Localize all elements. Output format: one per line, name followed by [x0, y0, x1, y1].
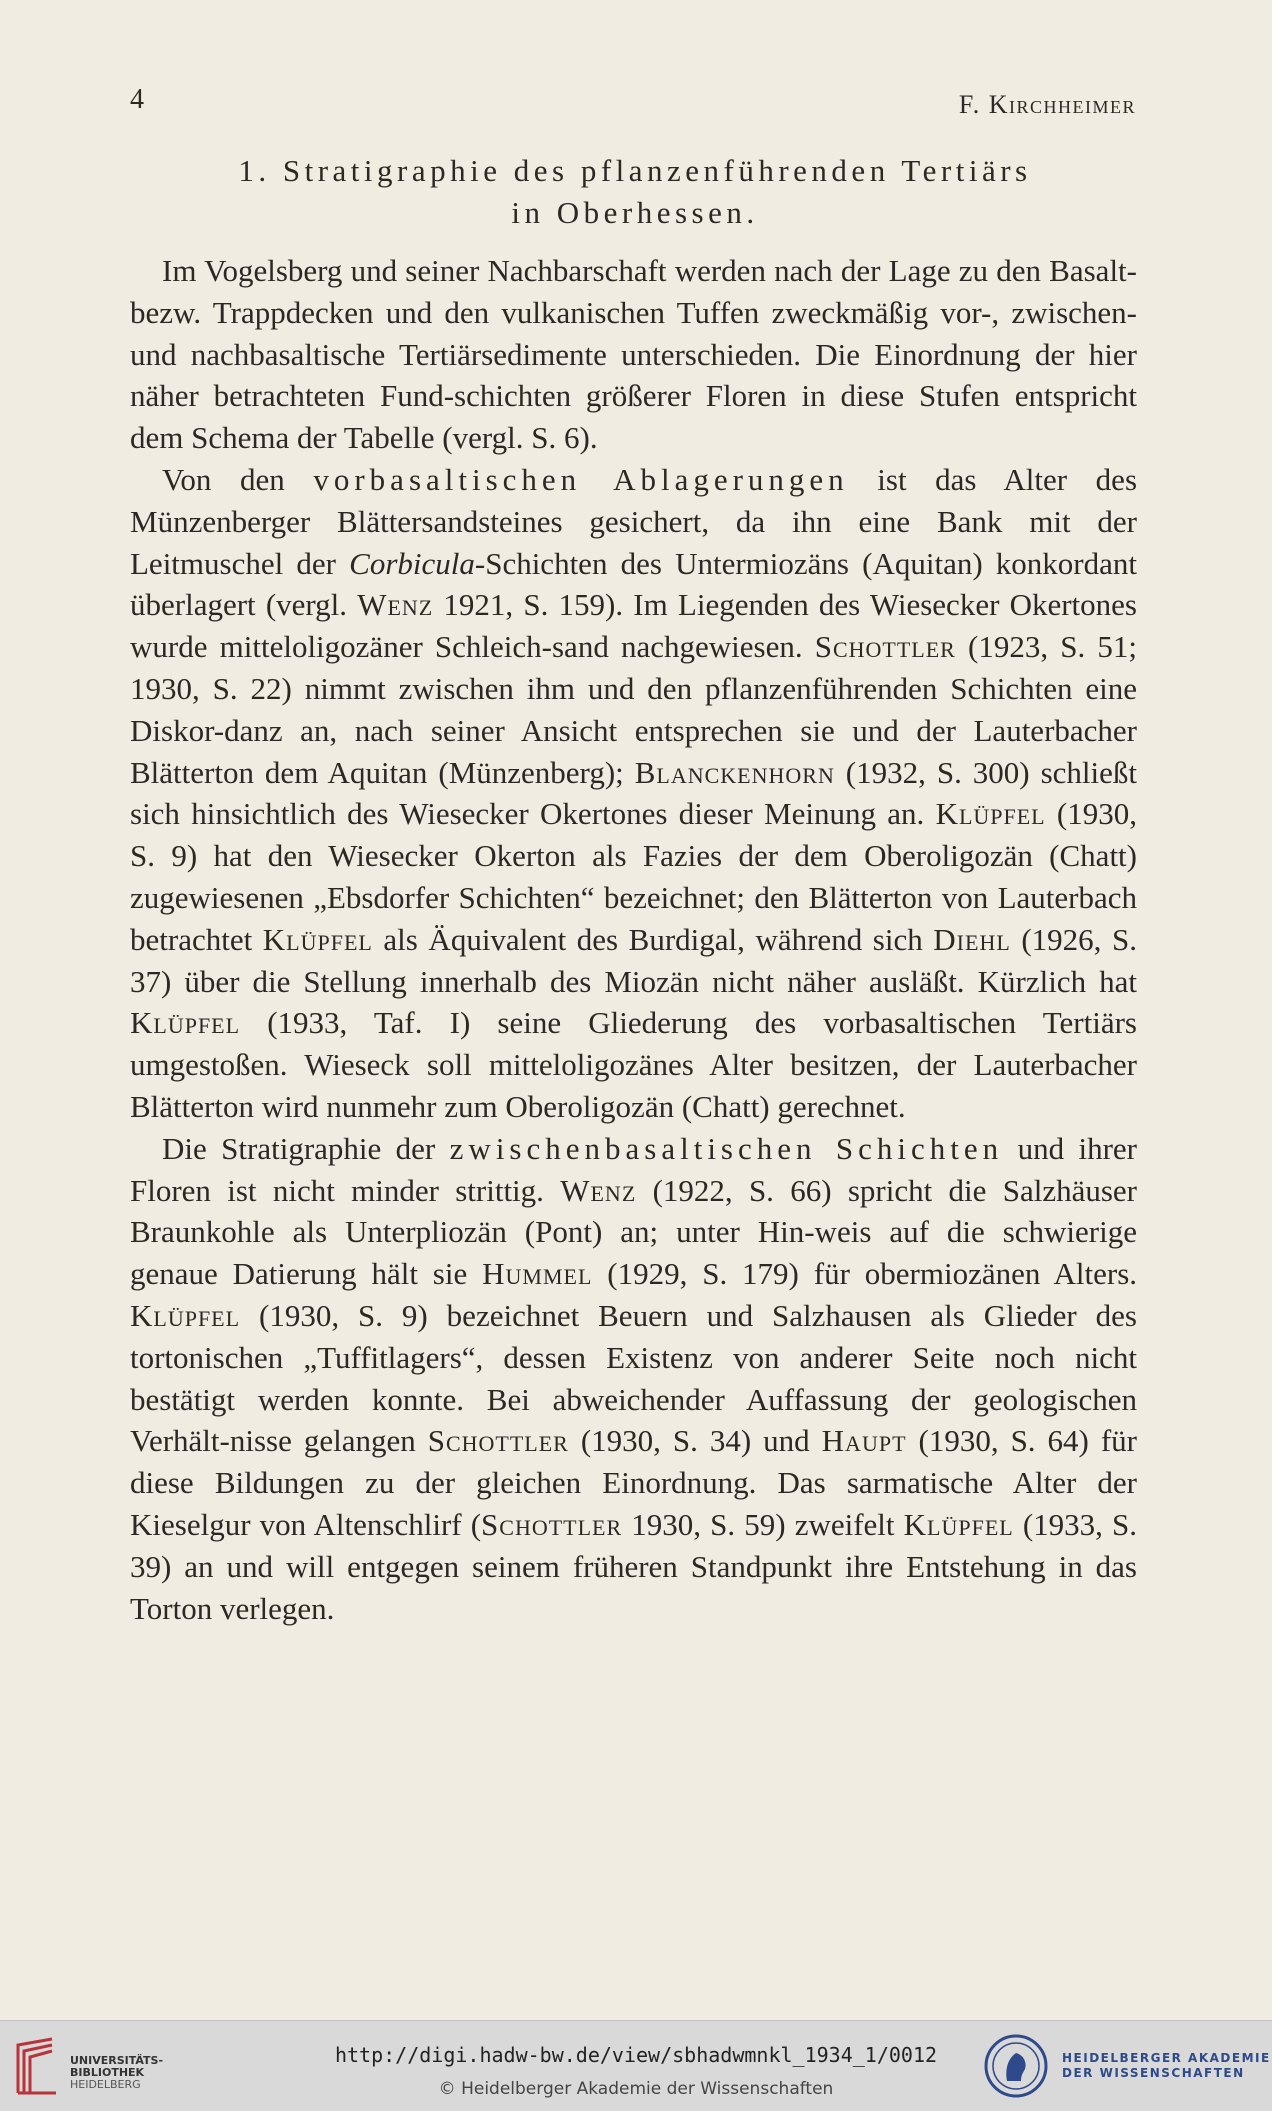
- text-run: (1933, S. 39) an und will entgegen seinem früheren Standpunkt ihre Entstehung in das Torton verlegen.: [130, 1506, 1137, 1626]
- library-logo-line-3: HEIDELBERG: [70, 2078, 141, 2091]
- author-name: Blanckenhorn: [634, 754, 835, 790]
- academy-logo-line-1: HEIDELBERGER AKADEMIE: [1062, 2051, 1271, 2065]
- author-name: Wenz: [357, 587, 434, 623]
- author-name: Haupt: [821, 1423, 907, 1459]
- page-number: 4: [130, 84, 144, 115]
- text-run: (1930, S. 9) hat den Wiesecker Okerton als Fazies der dem Oberoligozän (Chatt) zugewiesenen „Ebsdorfer Schichten“ bezeichnet; den Blätterton von Lauterbach betrachtet: [130, 796, 1137, 957]
- permalink-link[interactable]: http://digi.hadw-bw.de/view/sbhadwmnkl_1934_1/0012: [334, 2043, 938, 2067]
- text-run: (1930, S. 9) bezeichnet Beuern und Salzhausen als Glieder des tortonischen „Tuffitlagers“, dessen Existenz von anderer Seite noch nicht bestätigt werden konnte. Bei abweichender Auffassung der geologischen Verhält-nisse gelangen: [130, 1297, 1137, 1459]
- library-logo-line-1: UNIVERSITÄTS-: [70, 2054, 164, 2067]
- academy-seal-icon[interactable]: [983, 2033, 1049, 2099]
- academy-logo-text: [1062, 2051, 1271, 2081]
- text-run: (1933, Taf. I) seine Gliederung des vorbasaltischen Tertiärs umgestoßen. Wieseck soll mitteloligozänes Alter besitzen, der Lauterbacher Blätterton wird nunmehr zum Oberoligozän (Chatt) gerechnet.: [130, 1005, 1137, 1124]
- spaced-emphasis: zwischenbasaltischen Schichten: [449, 1130, 1004, 1166]
- paragraph-1: Im Vogelsberg und seiner Nachbarschaft werden nach der Lage zu den Basalt- bezw. Trappdecken und den vulkanischen Tuffen zweckmäßig vor-, zwischen- und nachbasaltische Tertiärsedimente unterschieden. Die Einordnung der hier näher betrachteten Fund-schichten größerer Floren in diese Stufen entspricht dem Schema der Tabelle (vergl. S. 6).: [130, 253, 1137, 456]
- author-name: Klüpfel: [935, 796, 1046, 832]
- running-head: F. Kirchheimer: [958, 90, 1136, 119]
- paragraph-3: [130, 1128, 1137, 1630]
- section-title-line-1: 1. Stratigraphie des pflanzenführenden Tertiärs: [238, 153, 1032, 188]
- text-run: (1926, S. 37) über die Stellung innerhalb des Miozän nicht näher ausläßt. Kürzlich hat: [130, 921, 1137, 999]
- paragraph-2: [130, 459, 1137, 1128]
- author-name: Schottler: [814, 629, 956, 665]
- text-run: -Schichten des Untermiozäns (Aquitan) konkordant überlagert (vergl.: [130, 545, 1138, 623]
- author-name: Schottler: [481, 1506, 623, 1542]
- text-run: als Äquivalent des Burdigal, während sich: [372, 921, 934, 957]
- italic-genus: Corbicula: [349, 545, 475, 581]
- author-name: Diehl: [933, 921, 1011, 957]
- author-name: Hummel: [482, 1256, 593, 1292]
- library-logo-line-2: BIBLIOTHEK: [70, 2066, 145, 2079]
- text-run: Von den: [162, 461, 314, 497]
- copyright-notice: © Heidelberger Akademie der Wissenschaften: [438, 2079, 834, 2099]
- author-name: Wenz: [560, 1172, 637, 1208]
- academy-logo-line-2: DER WISSENSCHAFTEN: [1062, 2066, 1245, 2080]
- text-run: (1932, S. 300) schließt sich hinsichtlich des Wiesecker Okertones dieser Meinung an.: [130, 754, 1137, 832]
- author-name: Klüpfel: [262, 921, 373, 957]
- text-run: (1922, S. 66) spricht die Salzhäuser Braunkohle als Unterpliozän (Pont) an; unter Hin-weis auf die schwierige genaue Datierung hält sie: [130, 1172, 1137, 1292]
- text-run: Die Stratigraphie der: [162, 1130, 450, 1166]
- author-name: Klüpfel: [903, 1506, 1014, 1542]
- text-run: (1923, S. 51; 1930, S. 22) nimmt zwischen ihm und den pflanzenführenden Schichten eine Diskor-danz an, nach seiner Ansicht entsprechen sie und der Lauterbacher Blätterton dem Aquitan (Münzenberg);: [130, 629, 1137, 790]
- text-run: (1929, S. 179) für obermiozänen Alters.: [592, 1256, 1138, 1292]
- spaced-emphasis: vorbasaltischen Ablagerungen: [313, 461, 849, 497]
- viewer-footer: [0, 2020, 1272, 2111]
- text-run: ist das Alter des Münzenberger Blättersandsteines gesichert, da ihn eine Bank mit der Leitmuschel der: [130, 461, 1138, 581]
- text-run: und ihrer Floren ist nicht minder strittig.: [130, 1130, 1137, 1208]
- text-run: 1930, S. 59) zweifelt: [622, 1506, 904, 1542]
- text-run: (1930, S. 64) für diese Bildungen zu der gleichen Einordnung. Das sarmatische Alter der Kieselgur von Altenschlirf (: [130, 1423, 1137, 1542]
- author-name: Klüpfel: [130, 1005, 241, 1041]
- section-title-line-2: in Oberhessen.: [511, 195, 759, 230]
- text-run: (1930, S. 34) und: [568, 1423, 822, 1459]
- section-title: [130, 150, 1140, 234]
- author-name: Schottler: [427, 1423, 569, 1459]
- author-name: Klüpfel: [130, 1297, 241, 1333]
- text-run: 1921, S. 159). Im Liegenden des Wiesecker Okertones wurde mitteloligozäner Schleich-sand nachgewiesen.: [130, 587, 1137, 665]
- body-text: [130, 250, 1137, 1629]
